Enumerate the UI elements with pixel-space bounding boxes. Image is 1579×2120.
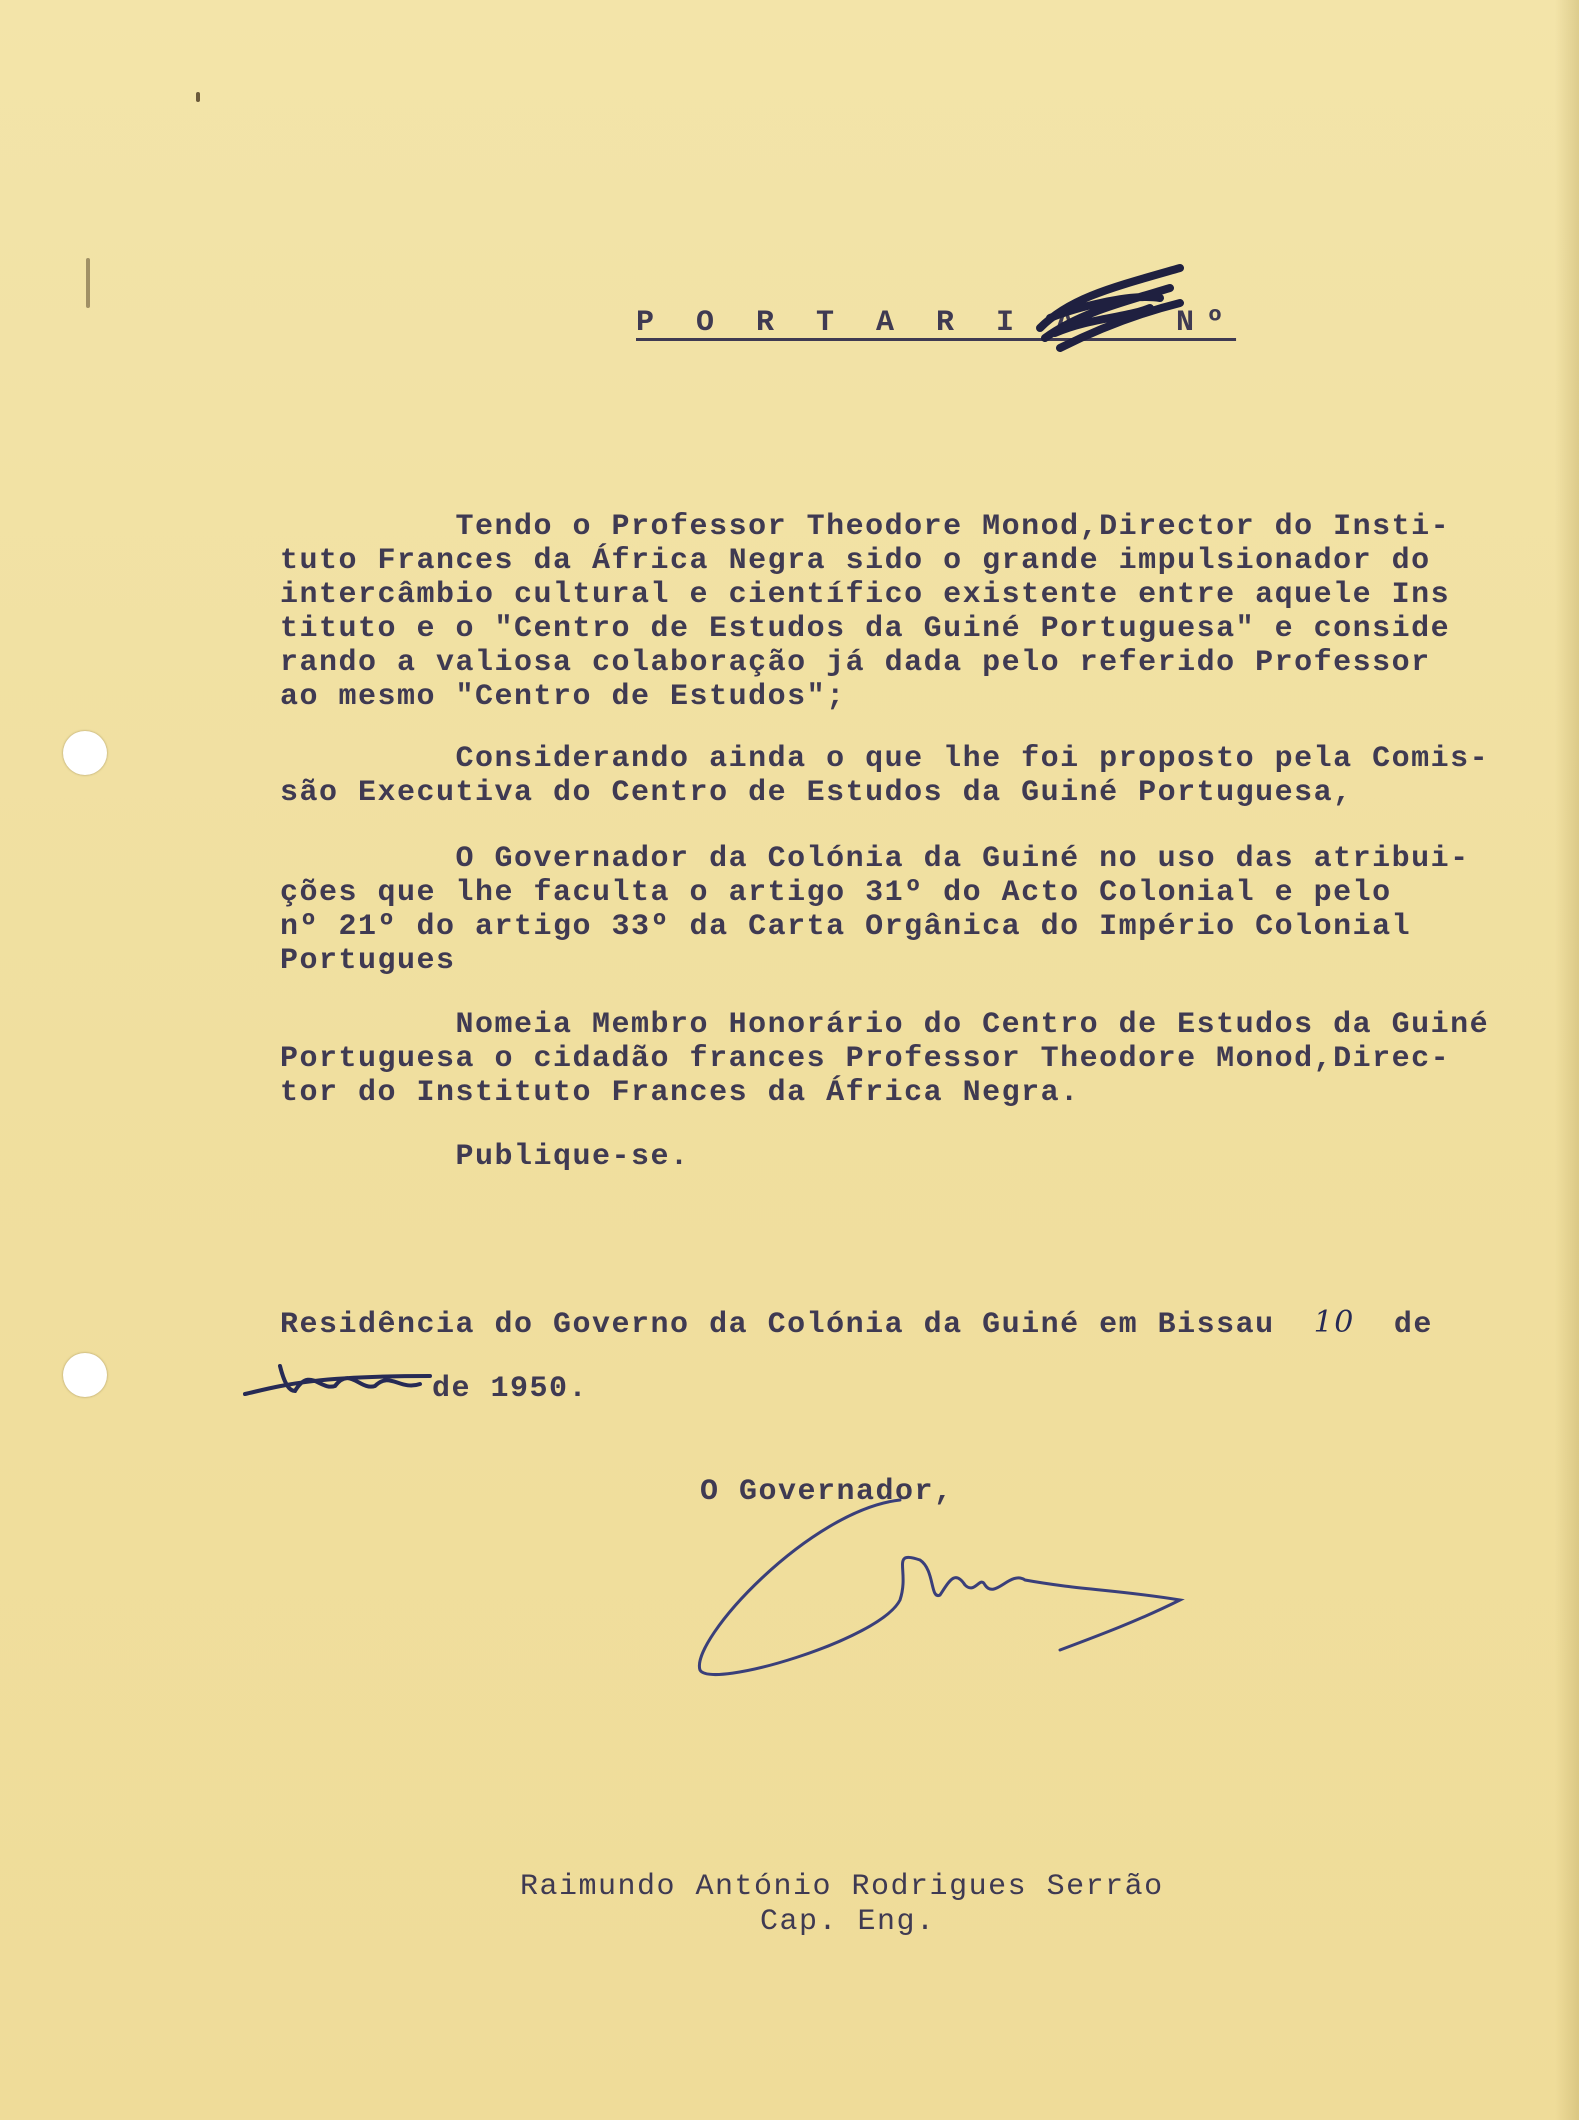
punch-hole-top	[63, 731, 107, 775]
governor-signature	[680, 1490, 1200, 1690]
governor-label: O Governador,	[700, 1475, 954, 1509]
place-text: Residência do Governo da Colónia da Guiné em Bissau	[280, 1308, 1275, 1342]
place-line	[280, 1305, 1433, 1342]
signatory-rank: Cap. Eng.	[760, 1905, 936, 1939]
paper-mark	[196, 92, 200, 102]
punch-hole-bottom	[63, 1353, 107, 1397]
scribbled-number-mark	[1030, 258, 1190, 358]
paper-mark	[86, 258, 90, 308]
handwritten-day: 10	[1313, 1305, 1355, 1340]
signatory-name: Raimundo António Rodrigues Serrão	[520, 1870, 1164, 1904]
paper-edge	[1555, 0, 1579, 2120]
paragraph-1: Tendo o Professor Theodore Monod,Director do Insti- tuto Frances da África Negra sido o grande impulsionador do intercâmbio cultural e científico existente entre aquele Ins tituto e o "Centro de Estudos da Guiné Portuguesa" e conside rando a valiosa colaboração já dada pelo referido Professor ao mesmo "Centro de Estudos";	[280, 510, 1451, 714]
document-title: P O R T A R I A Nº	[636, 306, 1237, 340]
de-text: de	[1393, 1308, 1433, 1342]
paragraph-5: Publique-se.	[280, 1140, 690, 1174]
year-line: de 1950.	[432, 1372, 589, 1406]
paragraph-2: Considerando ainda o que lhe foi proposto pela Comis- são Executiva do Centro de Estudos da Guiné Portuguesa,	[280, 742, 1490, 810]
handwritten-month-mark	[240, 1346, 440, 1406]
paragraph-3: O Governador da Colónia da Guiné no uso das atribui- ções que lhe faculta o artigo 31º do Acto Colonial e pelo nº 21º do artigo 33º da Carta Orgânica do Império Colonial Portugues	[280, 842, 1470, 978]
paragraph-4: Nomeia Membro Honorário do Centro de Estudos da Guiné Portuguesa o cidadão frances Professor Theodore Monod,Direc- tor do Instituto Frances da África Negra.	[280, 1008, 1490, 1110]
